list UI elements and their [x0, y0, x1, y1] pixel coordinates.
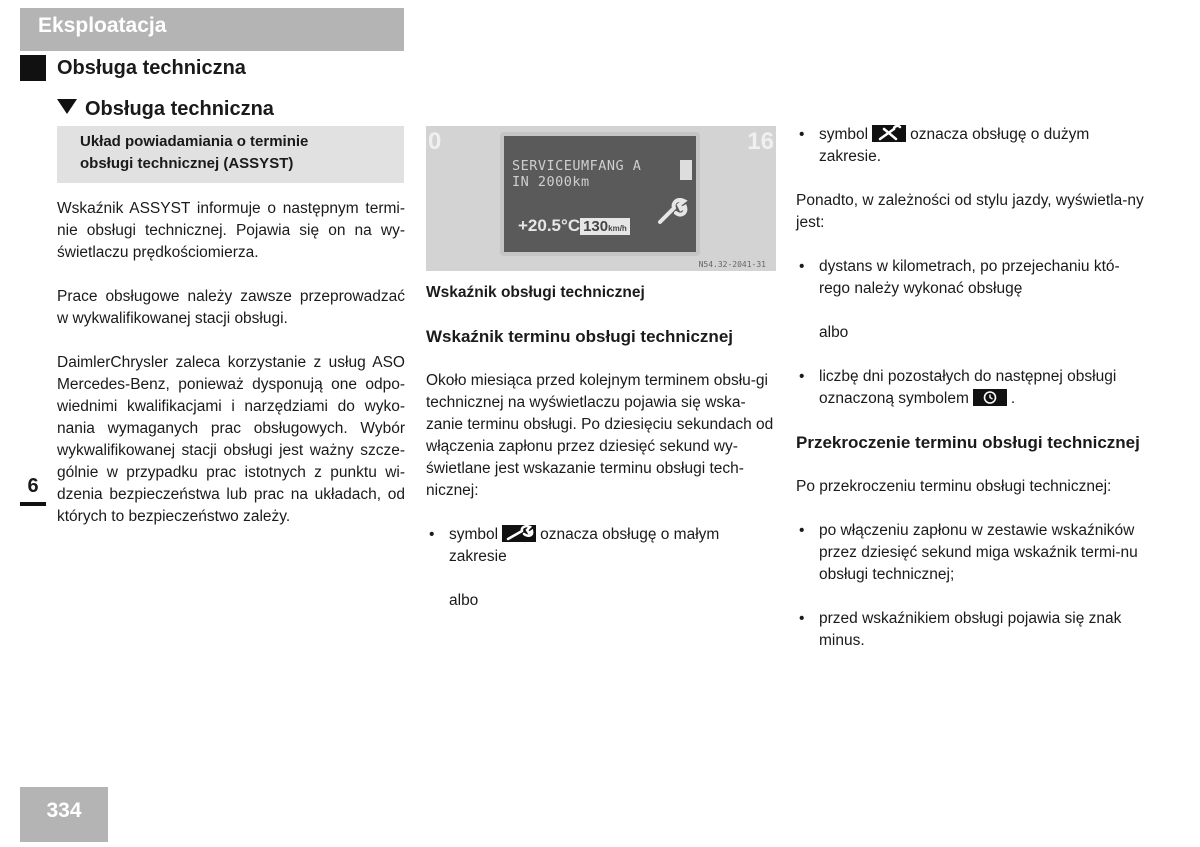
- section-title: Obsługa techniczna: [57, 57, 246, 79]
- bullet-dot: •: [799, 522, 805, 539]
- subsection-title: [57, 98, 274, 121]
- albo-text: albo: [819, 324, 849, 341]
- bullet-item: • przed wskaźnikiem obsługi pojawia się znak minus.: [799, 610, 1122, 649]
- display-line-1: SERVICEUMFANG A: [512, 158, 642, 174]
- column-1: [57, 198, 405, 550]
- bullet-item: • symbol oznacza obsługę o małym zakresie: [429, 526, 720, 565]
- bullet-item: • po włączeniu zapłonu w zestawie wskaźników przez dziesięć sekund miga wskaźnik termi-nu obsługi technicznej;: [799, 522, 1138, 583]
- paragraph: Około miesiąca przed kolejnym terminem obsłu-gi technicznej na wyświetlaczu pojawia się wska-zanie terminu obsługi. Po dziesięciu sekundach od włączenia zapłonu przez dziesięć sekund wy-świetlane jest wskazanie terminu obsługi tech-nicznej:: [426, 372, 774, 499]
- subheading: Wskaźnik terminu obsługi technicznej: [426, 327, 733, 346]
- image-caption: Wskaźnik obsługi technicznej: [426, 284, 645, 301]
- chapter-tab: 6: [20, 472, 46, 506]
- bullet-item: • liczbę dni pozostałych do następnej obsługi oznaczoną symbolem .: [799, 368, 1117, 407]
- bullet-dot: •: [799, 126, 805, 143]
- clock-icon: [973, 389, 1007, 406]
- bullet-item: • dystans w kilometrach, po przejechaniu któ-rego należy wykonać obsługę: [799, 258, 1120, 297]
- multifunction-display: [500, 132, 700, 256]
- column-2: [426, 282, 776, 634]
- topic-box-line2: obsługi technicznej (ASSYST): [80, 155, 294, 172]
- bullet-dot: •: [429, 526, 435, 543]
- section-marker: [20, 55, 46, 81]
- wrench-icon: [656, 198, 688, 226]
- gauge-left-number: 0: [428, 128, 442, 155]
- display-line-2: IN 2000km: [512, 174, 590, 190]
- gauge-right-number: 16: [747, 128, 774, 155]
- topic-box: [57, 126, 404, 183]
- page-number: 334: [20, 787, 108, 842]
- bullet-dot: •: [799, 368, 805, 385]
- image-code: N54.32-2041-31: [698, 260, 766, 269]
- bullet-dot: •: [799, 258, 805, 275]
- wrench-icon: [502, 525, 536, 542]
- speed-value: 130: [583, 218, 609, 235]
- display-temp-speed: [518, 216, 630, 236]
- paragraph: DaimlerChrysler zaleca korzystanie z usług ASO Mercedes-Benz, ponieważ dysponują one odpo-wiednimi kwalifikacjami i narzędziami do wyko-nania wymaganych prac obsługowych. Wybór wykwalifikowanej stacji obsługi jest ważny szcze-gólnie w przypadku prac istotnych z punktu wi-dzenia bezpieczeństwa lub prac na układach, od których to bezpieczeństwo zależy.: [57, 354, 405, 525]
- outside-temperature: +20.5°C: [518, 216, 581, 235]
- paragraph: Wskaźnik ASSYST informuje o następnym termi-nie obsługi technicznej. Pojawia się on na wy-świetlaczu prędkościomierza.: [57, 200, 405, 261]
- subheading: Przekroczenie terminu obsługi technicznej: [796, 433, 1140, 452]
- chapter-title: Eksploatacja: [38, 14, 167, 37]
- paragraph: Prace obsługowe należy zawsze przeprowadzać w wykwalifikowanej stacji obsługi.: [57, 288, 405, 327]
- wrench-screwdriver-icon: [872, 125, 906, 142]
- column-3: [796, 124, 1146, 674]
- paragraph: Ponadto, w zależności od stylu jazdy, wyświetla-ny jest:: [796, 192, 1144, 231]
- albo-text: albo: [449, 592, 479, 609]
- triangle-icon: [57, 99, 77, 114]
- speed-unit: km/h: [608, 224, 627, 233]
- bullet-item: • symbol oznacza obsługę o dużym zakresie.: [799, 126, 1090, 165]
- fuel-icon: [680, 160, 692, 180]
- topic-box-line1: Układ powiadamiania o terminie: [80, 133, 309, 150]
- bullet-dot: •: [799, 610, 805, 627]
- paragraph: Po przekroczeniu terminu obsługi technicznej:: [796, 478, 1112, 495]
- instrument-cluster-image: [426, 126, 776, 271]
- subsection-title-text: Obsługa techniczna: [85, 98, 274, 120]
- speed-indicator: [580, 218, 630, 235]
